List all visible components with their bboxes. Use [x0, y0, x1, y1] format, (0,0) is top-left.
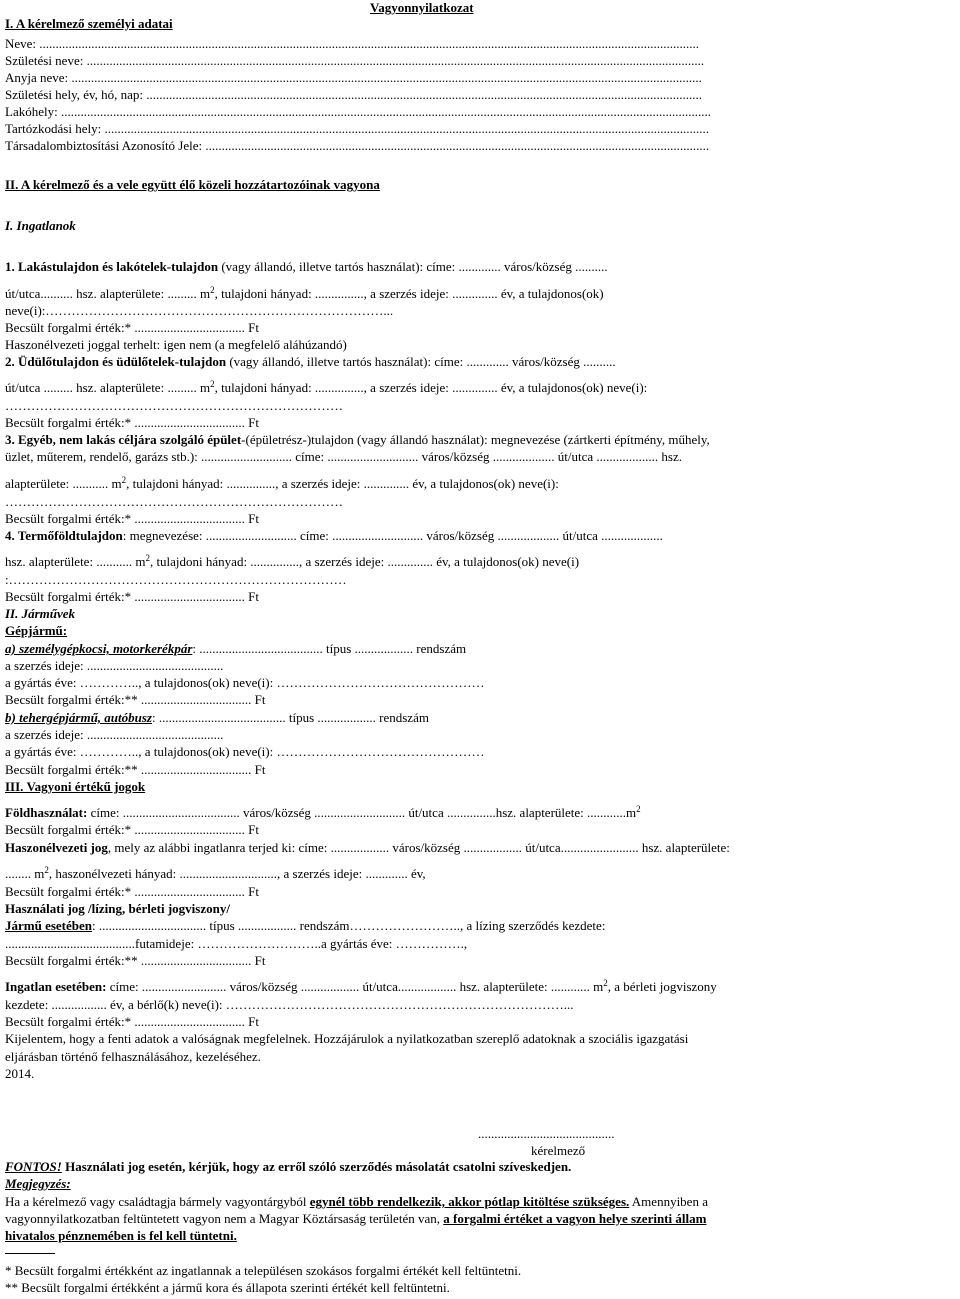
realestate-heading: I. Ingatlanok	[5, 218, 76, 233]
note-megjegyzes-line3: hivatalos pénznemében is fel kell tüntetni.	[5, 1228, 237, 1243]
realestate-item-4-owner: :……………………………………………………………………	[5, 572, 347, 587]
footnote-divider	[5, 1253, 55, 1254]
vehicle-truck-year: a gyártás éve: ………….., a tulajdonos(ok) neve(i): …………………………………………	[5, 744, 485, 759]
document-title: Vagyonnyilatkozat	[370, 0, 474, 15]
rights-lease-vehicle: Jármű esetében: ................................. típus .................. rendszám…………………….., a lízing szerződés kezdete:	[5, 918, 606, 933]
declaration-year: 2014.	[5, 1066, 35, 1081]
vehicle-car-date: a szerzés ideje: ..........................................	[5, 658, 224, 673]
note-megjegyzes-line2: vagyonnyilatkozatban feltüntetett vagyon nem a Magyar Köztársaság területén van, a forgalmi értéket a vagyon helye szerinti állam	[5, 1211, 707, 1226]
vehicle-truck: b) tehergépjármű, autóbusz: ....................................... típus .................. rendszám	[5, 710, 429, 725]
rights-usufruct-line2: ........ $m^2$, haszonélvezeti hányad: .............................., a szerzés ideje: ............. év,	[5, 865, 426, 881]
note-megjegyzes-label: Megjegyzés:	[5, 1176, 71, 1191]
realestate-item-2: 2. Üdülőtulajdon és üdülőtelek-tulajdon (vagy állandó, illetve tartós használat): címe: ............. város/község ..........	[5, 354, 616, 369]
realestate-item-4-line2: hsz. alapterülete: ........... $m^2$, tulajdoni hányad: ..............., a szerzés ideje: .............. év, a tulajdonos(ok) neve(i)	[5, 553, 580, 569]
rights-heading: III. Vagyoni értékű jogok	[5, 779, 146, 794]
vehicle-car: a) személygépkocsi, motorkerékpár: ...................................... típus .................. rendszám	[5, 641, 467, 656]
field-name: Neve: ...........................................................................................................................................................................................................	[5, 36, 700, 51]
note-fontos: FONTOS! Használati jog esetén, kérjük, hogy az erről szóló szerződés másolatát csatolni szíveskedjen.	[5, 1159, 572, 1174]
vehicle-truck-value: Becsült forgalmi érték:** .................................. Ft	[5, 762, 266, 777]
realestate-item-3: 3. Egyéb, nem lakás céljára szolgáló épület-(épületrész-)tulajdon (vagy állandó használat): megnevezése (zártkerti építmény, műhely,	[5, 432, 710, 447]
footnote-1: * Becsült forgalmi értékként az ingatlannak a településen szokásos forgalmi értékét kell feltüntetni.	[5, 1263, 522, 1278]
realestate-item-4: 4. Termőföldtulajdon: megnevezése: ............................ címe: ............................ város/község ................... út/utca ...................	[5, 528, 663, 543]
realestate-item-1: 1. Lakástulajdon és lakótelek-tulajdon (vagy állandó, illetve tartós használat): címe: ............. város/község ..........	[5, 259, 608, 274]
realestate-item-1-usufruct: Haszonélvezeti joggal terhelt: igen nem (a megfelelő aláhúzandó)	[5, 337, 347, 352]
section-personal-heading: I. A kérelmező személyi adatai	[5, 16, 173, 31]
vehicles-sub: Gépjármű:	[5, 623, 68, 638]
realestate-item-2-value: Becsült forgalmi érték:* .................................. Ft	[5, 415, 259, 430]
signature-label: kérelmező	[531, 1143, 586, 1158]
field-stay-place: Tartózkodási hely: ..........................................................................................................................................................................................	[5, 121, 709, 136]
rights-lease-property: Ingatlan esetében: címe: .......................... város/község .................. út/utca.................. hsz. alapterülete: ............ $m^2$, a bérleti jogviszony	[5, 978, 717, 994]
rights-land-use: Földhasználat: címe: .................................... város/község ............................ út/utca ...............hsz. alapterülete: $............m^2$	[5, 804, 641, 820]
realestate-item-1-line2: út/utca.......... hsz. alapterülete: ......... $m^2$, tulajdoni hányad: ..............., a szerzés ideje: .............. év, a tulajdonos(ok)	[5, 285, 604, 301]
realestate-item-3-line2: üzlet, műterem, rendelő, garázs stb.): ............................ címe: ............................ város/község ................... út/utca ................... hsz.	[5, 449, 682, 464]
rights-land-use-value: Becsült forgalmi érték:* .................................. Ft	[5, 822, 259, 837]
rights-lease-vehicle-value: Becsült forgalmi érték:** .................................. Ft	[5, 953, 266, 968]
realestate-item-2-owner: ……………………………………………………………………	[5, 398, 343, 413]
field-birth-name: Születési neve: ..............................................................................................................................................................................................	[5, 53, 705, 68]
vehicle-car-value: Becsült forgalmi érték:** .................................. Ft	[5, 692, 266, 707]
realestate-item-2-line2: út/utca ......... hsz. alapterülete: ......... $m^2$, tulajdoni hányad: ..............., a szerzés ideje: .............. év, a tulajdonos(ok) neve(i):	[5, 379, 648, 395]
vehicle-truck-date: a szerzés ideje: ..........................................	[5, 727, 224, 742]
realestate-item-3-value: Becsült forgalmi érték:* .................................. Ft	[5, 511, 259, 526]
rights-lease-heading: Használati jog /lízing, bérleti jogviszony/	[5, 901, 230, 916]
field-taj: Társadalombiztosítási Azonosító Jele: ...........................................................................................................................................................	[5, 138, 710, 153]
declaration-line2: eljárásban történő felhasználásához, kezeléséhez.	[5, 1049, 261, 1064]
signature-line: ..........................................	[478, 1126, 615, 1141]
realestate-item-3-line3: alapterülete: ........... $m^2$, tulajdoni hányad: ..............., a szerzés ideje: .............. év, a tulajdonos(ok) neve(i):	[5, 475, 559, 491]
vehicle-car-year: a gyártás éve: ………….., a tulajdonos(ok) neve(i): …………………………………………	[5, 675, 485, 690]
field-mother-name: Anyja neve: ..................................................................................................................................................................................................	[5, 70, 702, 85]
rights-lease-vehicle-line2: ........................................futamideje: ………………………..a gyártás éve: …………….,	[5, 936, 468, 951]
realestate-item-1-owner: neve(i):……………………………………………………………………...	[5, 303, 394, 318]
realestate-item-4-value: Becsült forgalmi érték:* .................................. Ft	[5, 589, 259, 604]
realestate-item-3-owner: ……………………………………………………………………	[5, 494, 343, 509]
field-residence: Lakóhely: ........................................................................................................................................................................................................	[5, 104, 711, 119]
vehicles-heading: II. Járművek	[5, 606, 76, 621]
rights-usufruct-value: Becsült forgalmi érték:* .................................. Ft	[5, 884, 259, 899]
field-birth-place-date: Születési hely, év, hó, nap: ...........................................................................................................................................................................	[5, 87, 703, 102]
section-assets-heading: II. A kérelmező és a vele együtt élő közeli hozzátartozóinak vagyona	[5, 177, 380, 192]
note-megjegyzes-line1: Ha a kérelmező vagy családtagja bármely vagyontárgyból egynél több rendelkezik, akkor pótlap kitöltése szükséges. Amennyiben a	[5, 1194, 708, 1209]
realestate-item-1-value: Becsült forgalmi érték:* .................................. Ft	[5, 320, 259, 335]
rights-usufruct: Haszonélvezeti jog, mely az alábbi ingatlanra terjed ki: címe: .................. város/község .................. út/utca........................ hsz. alapterülete:	[5, 840, 730, 855]
declaration-line1: Kijelentem, hogy a fenti adatok a valóságnak megfelelnek. Hozzájárulok a nyilatkozatban szereplő adatoknak a szociális igazgatási	[5, 1031, 689, 1046]
footnote-2: ** Becsült forgalmi értékként a jármű kora és állapota szerinti értékét kell feltüntetni.	[5, 1280, 450, 1295]
rights-lease-property-value: Becsült forgalmi érték:* .................................. Ft	[5, 1014, 259, 1029]
rights-lease-property-line2: kezdete: ................. év, a bérlő(k) neve(i): ……………………………………………………………………...	[5, 997, 574, 1012]
